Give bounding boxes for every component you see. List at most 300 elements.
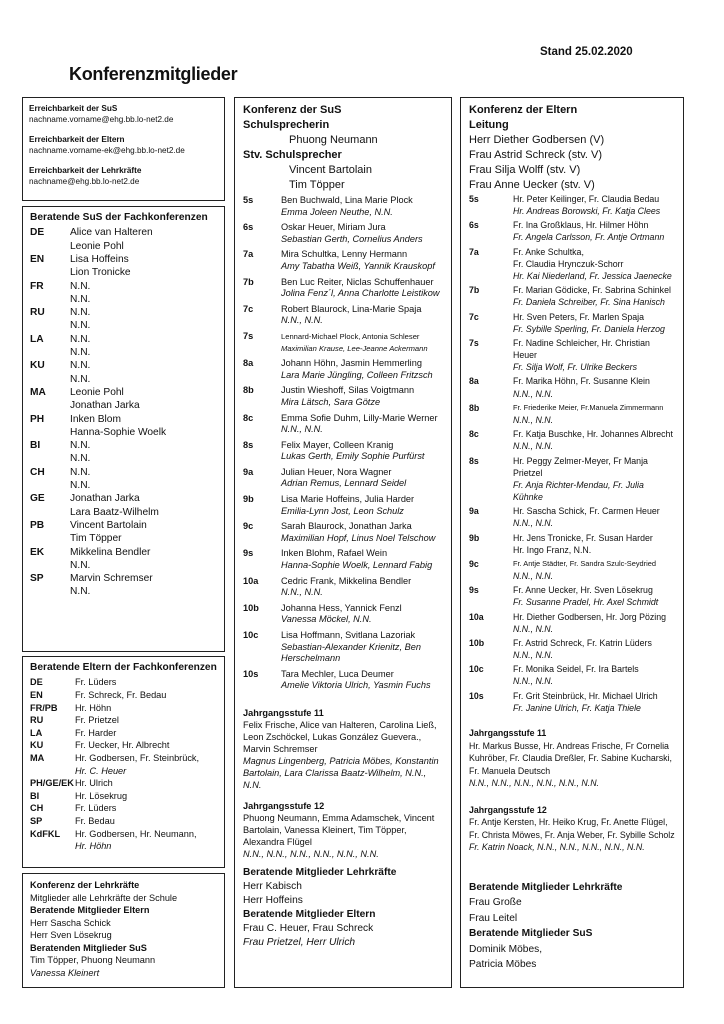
subject-label: MA [30, 386, 46, 398]
class-label: 7s [469, 337, 479, 348]
class-label: 7a [469, 246, 479, 257]
student-names: Johanna Hess, Yannick Fenzl [281, 602, 402, 613]
class-row [469, 584, 675, 596]
eltern-class-list [469, 193, 675, 716]
text-line: N.N., N.N., N.N., N.N., N.N., N.N. [243, 848, 379, 859]
text-line: Frau Große [469, 897, 522, 909]
subject-label: MA [30, 752, 45, 763]
parent-names: Fr. Nadine Schleicher, Hr. Christian Heuer [513, 337, 650, 361]
subject-row [30, 386, 217, 399]
subject-row [30, 828, 217, 841]
member-name: Jonathan Jarka [70, 400, 140, 412]
subject-row-second [30, 585, 217, 598]
student-names: Johann Höhn, Jasmin Hemmerling [281, 358, 422, 369]
class-label: 9c [469, 558, 479, 569]
subject-row [30, 413, 217, 426]
subject-label: CH [30, 803, 44, 814]
eltern-konferenz-box [460, 97, 684, 988]
text-line: Herr Kabisch [243, 880, 302, 892]
subject-label: DE [30, 227, 45, 239]
member-name: Fr. Uecker, Hr. Albrecht [75, 740, 170, 751]
member-name: Hr. Godbersen, Hr. Neumann, [75, 828, 197, 839]
subject-row-second: Hr. Höhn [75, 841, 112, 852]
member-name: Alice van Halteren [70, 227, 153, 239]
class-label: 10a [469, 611, 484, 622]
member-name: N.N. [70, 280, 91, 292]
member-name: N.N. [70, 293, 91, 305]
class-label: 8s [469, 455, 479, 466]
class-row [469, 690, 675, 702]
class-row [243, 467, 443, 479]
member-name: Inken Blom [70, 413, 121, 425]
class-row [243, 548, 443, 560]
class-row [243, 576, 443, 588]
class-row [243, 358, 443, 370]
deputy-names: N.N., N.N. [513, 518, 554, 529]
class-row [243, 249, 443, 261]
contact-value: nachname@ehg.bb.lo-net2.de [29, 177, 140, 186]
deputy-names: Mira Lätsch, Sara Götze [281, 396, 381, 407]
subsection-title: Jahrgangsstufe 12 [469, 804, 547, 815]
deputy-names: Fr. Angela Carlsson, Fr. Antje Ortmann [513, 232, 665, 243]
class-row [243, 630, 443, 642]
contact-box [22, 97, 225, 201]
parent-names: Fr. Marika Höhn, Fr. Susanne Klein [513, 376, 650, 387]
text-line: Mitglieder alle Lehrkräfte der Schule [30, 892, 178, 903]
member-name: N.N. [70, 480, 91, 492]
parent-names: Fr. Grit Steinbrück, Hr. Michael Ulrich [513, 690, 658, 701]
subject-row [30, 802, 217, 815]
class-label: 6s [469, 220, 479, 231]
text-line: Vanessa Kleinert [30, 967, 100, 978]
deputy-names: Emilia-Lynn Jost, Leon Schulz [281, 505, 404, 516]
student-names: Ben Luc Reiter, Niclas Schuffenhauer [281, 276, 434, 287]
deputy-names: Hr. Kai Niederland, Fr. Jessica Jaenecke [513, 270, 672, 281]
class-row [469, 558, 675, 570]
eltern-fachkonferenzen-box [22, 656, 225, 868]
text-line: Fr. Antje Kersten, Hr. Heiko Krug, Fr. Anette Flügel, [469, 817, 668, 828]
parent-names: Hr. Ingo Franz, N.N. [513, 544, 592, 555]
subject-row-second [30, 399, 217, 412]
member-name: N.N. [70, 360, 91, 372]
subject-label: PH [30, 413, 45, 425]
text-line: Frau C. Heuer, Frau Schreck [243, 922, 374, 934]
subject-row [30, 739, 217, 752]
class-row [243, 195, 443, 207]
deputy-names: Fr. Daniela Schreiber, Fr. Sina Hanisch [513, 297, 665, 308]
parent-names: Hr. Peggy Zelmer-Meyer, Fr Manja Prietzel [513, 455, 648, 478]
member-name: N.N. [70, 466, 91, 478]
subsection-title: Beratende Mitglieder Lehrkräfte [469, 881, 623, 893]
member-name: Hr. Godbersen, Fr. Steinbrück, [75, 752, 200, 763]
sus-fach-list [30, 226, 217, 598]
class-row [469, 532, 675, 544]
student-names: Robert Blaurock, Lina-Marie Spaja [281, 303, 422, 314]
parent-names: Hr. Sven Peters, Fr. Marlen Spaja [513, 311, 645, 322]
contact-label: Erreichbarkeit der SuS [29, 104, 118, 113]
subsection-title: Leitung [469, 119, 509, 131]
student-names: Cedric Frank, Mikkelina Bendler [281, 575, 412, 586]
class-label: 8s [243, 439, 254, 450]
subject-row [30, 546, 217, 559]
class-row [469, 663, 675, 675]
deputy-names: Fr. Anja Richter-Mendau, Fr. Julia Kühnke [513, 479, 644, 502]
class-label: 5s [243, 195, 254, 205]
class-row [469, 219, 675, 231]
deputy-names: N.N., N.N. [513, 441, 554, 452]
parent-names: Fr. Marian Gödicke, Fr. Sabrina Schinkel [513, 285, 671, 296]
subsection-title: Beratende Mitglieder Lehrkräfte [243, 866, 397, 878]
text-line: Phuong Neumann [289, 134, 378, 146]
subject-row-second [30, 506, 217, 519]
subject-label: RU [30, 307, 45, 319]
deputy-names: Herschelmann [281, 653, 341, 664]
subject-row [30, 333, 217, 346]
class-label: 7s [243, 330, 254, 341]
parent-names: Fr. Claudia Hrynczuk-Schorr [513, 258, 624, 269]
subsection-title: Jahrgangsstufe 11 [469, 728, 547, 739]
text-line: Tim Töpper, Phuong Neumann [30, 955, 156, 965]
member-name: N.N. [70, 440, 91, 452]
class-label: 8a [243, 358, 254, 369]
subject-label: KdFKL [30, 828, 61, 839]
member-name: Hr. Höhn [75, 702, 112, 713]
class-label: 7b [469, 285, 480, 296]
member-name: Fr. Lüders [75, 803, 117, 814]
text-line: Bartolain, Lara Clarissa Baatz-Wilhelm, N.N., N.N. [243, 767, 427, 790]
deputy-names: N.N., N.N. [281, 315, 323, 326]
class-label: 9a [243, 466, 254, 477]
parent-names: Hr. Jens Tronicke, Fr. Susan Harder [513, 532, 653, 543]
parent-names: Fr. Monika Seidel, Fr. Ira Bartels [513, 664, 639, 675]
subsection-title: Beratende Mitglieder Eltern [243, 908, 376, 920]
class-row [469, 611, 675, 623]
deputy-names: N.N., N.N. [513, 676, 554, 687]
member-name: Jonathan Jarka [70, 493, 140, 505]
text-line: Frau Leitel [469, 912, 518, 924]
class-row [243, 413, 443, 425]
parent-names: Fr. Astrid Schreck, Fr. Katrin Lüders [513, 638, 652, 648]
eltern-fach-list [30, 676, 217, 852]
class-row [243, 331, 443, 343]
contact-label: Erreichbarkeit der Eltern [29, 135, 125, 144]
text-line: Hr. Markus Busse, Hr. Andreas Frische, Fr Cornelia [469, 740, 669, 751]
subject-row [30, 306, 217, 319]
text-line: Kuhröber, Fr. Claudia Dreßler, Fr. Sabine Kucharski, [469, 753, 672, 764]
class-label: 9c [243, 521, 254, 532]
text-line: Magnus Lingenberg, Patricia Möbes, Konstantin [243, 755, 439, 766]
parent-names: Fr. Friederike Meier, Fr.Manuela Zimmermann [513, 402, 664, 412]
class-label: 9a [469, 506, 479, 517]
deputy-names: Hr. Andreas Borowski, Fr. Katja Clees [513, 206, 661, 217]
deputy-names: Hanna-Sophie Woelk, Lennard Fabig [281, 560, 433, 571]
subsection-title: Beratenden Mitglieder SuS [30, 942, 147, 953]
deputy-names: N.N., N.N. [513, 623, 554, 634]
subject-label: EK [30, 546, 45, 558]
subject-row [30, 676, 217, 689]
subject-row-second [30, 293, 217, 306]
subject-row [30, 714, 217, 727]
class-row [469, 455, 675, 479]
deputy-names: Maximilian Hopf, Linus Noel Telschow [281, 532, 436, 543]
parent-names: Fr. Anke Schultka, [513, 246, 584, 257]
text-line: Vincent Bartolain [289, 164, 372, 176]
class-label: 7b [243, 276, 254, 287]
leitung-member: Herr Diether Godbersen (V) [469, 134, 605, 146]
subject-row [30, 226, 217, 239]
deputy-names: N.N., N.N. [513, 414, 554, 425]
class-row [243, 669, 443, 681]
student-names: Felix Mayer, Colleen Kranig [281, 439, 394, 450]
class-label: 7c [469, 311, 479, 322]
text-line: Alexandra Flügel [243, 836, 312, 847]
text-line: Patricia Möbes [469, 959, 537, 971]
parent-names: Fr. Anne Uecker, Hr. Sven Lösekrug [513, 585, 653, 596]
deputy-names: Amy Tabatha Weiß, Yannik Krauskopf [281, 260, 435, 271]
class-row [469, 428, 675, 440]
subject-label: BI [30, 790, 40, 801]
parent-names: Hr. Diether Godbersen, Hr. Jorg Pözing [513, 611, 667, 622]
member-name: Fr. Schreck, Fr. Bedau [75, 690, 167, 700]
page-title: Konferenzmitglieder [69, 64, 238, 84]
class-label: 10b [243, 602, 259, 613]
deputy-names: Fr. Susanne Pradel, Hr. Axel Schmidt [513, 597, 659, 608]
student-names: Inken Blohm, Rafael Wein [281, 548, 388, 559]
deputy-names: N.N., N.N. [281, 587, 323, 598]
text-line: Tim Töpper [289, 179, 345, 191]
class-label: 10s [469, 690, 484, 701]
text-line: Fr. Manuela Deutsch [469, 765, 551, 776]
class-label: 8b [243, 385, 254, 396]
class-row [243, 304, 443, 316]
student-names: Ben Buchwald, Lina Marie Plock [281, 195, 413, 205]
subject-label: GE [30, 493, 45, 505]
class-row [243, 222, 443, 234]
parent-names: Hr. Sascha Schick, Fr. Carmen Heuer [513, 506, 660, 517]
subject-row-second: Hr. C. Heuer [75, 765, 127, 776]
subsection-title: Jahrgangsstufe 11 [243, 707, 324, 718]
subject-row [30, 519, 217, 532]
subject-row [30, 359, 217, 372]
student-names: Justin Wieshoff, Silas Voigtmann [281, 385, 415, 396]
student-names: Julian Heuer, Nora Wagner [281, 466, 392, 477]
text-line: N.N., N.N., N.N., N.N., N.N., N.N. [469, 778, 600, 789]
subject-row [30, 572, 217, 585]
class-row [469, 246, 675, 258]
subject-row-second [30, 346, 217, 359]
text-line: Bartolain, Vanessa Kleinert, Tim Töpper, [243, 824, 407, 835]
class-label: 6s [243, 222, 254, 233]
text-line: Frau Prietzel, Herr Ulrich [243, 936, 356, 948]
deputy-names: Fr. Sybille Sperling, Fr. Daniela Herzog [513, 323, 665, 334]
subject-label: CH [30, 466, 45, 478]
class-label: 10a [243, 575, 259, 586]
subject-row-second [30, 240, 217, 253]
subject-label: LA [30, 727, 43, 738]
text-line: Phuong Neumann, Emma Adamschek, Vincent [243, 812, 435, 823]
date-stamp: Stand 25.02.2020 [540, 46, 633, 58]
class-label: 9b [469, 532, 480, 543]
deputy-names: Fr. Silja Wolf, Fr. Ulrike Beckers [513, 362, 637, 373]
subject-label: SP [30, 815, 43, 826]
subject-label: EN [30, 690, 43, 700]
subject-row [30, 790, 217, 803]
subject-row-second [30, 532, 217, 545]
member-name: N.N. [70, 559, 91, 571]
member-name: N.N. [70, 333, 91, 345]
student-names: Lisa Marie Hoffeins, Julia Harder [281, 494, 415, 505]
student-names: Tara Mechler, Luca Deumer [281, 668, 394, 679]
member-name: Mikkelina Bendler [70, 546, 151, 558]
text-line: Felix Frische, Alice van Halteren, Carolina Ließ, [243, 719, 437, 730]
deputy-names: Emma Joleen Neuthe, N.N. [281, 206, 393, 217]
subsection-title: Jahrgangsstufe 12 [243, 800, 325, 811]
subject-row [30, 253, 217, 266]
member-name: Leonie Pohl [70, 386, 124, 398]
subject-row-second [30, 426, 217, 439]
subject-label: PB [30, 519, 45, 531]
class-label: 5s [469, 194, 479, 204]
student-names: Emma Sofie Duhm, Lilly-Marie Werner [281, 412, 438, 423]
class-row [243, 521, 443, 533]
member-name: Marvin Schremser [70, 573, 153, 585]
deputy-names: Maximilian Krause, Lee-Jeanne Ackermann [281, 343, 428, 353]
member-name: Vincent Bartolain [70, 519, 147, 531]
text-line: Marvin Schremser [243, 743, 318, 754]
leitung-list [469, 133, 675, 193]
text-line: Leon Zschöckel, Lukas González Guevera., [243, 731, 422, 742]
subject-row [30, 815, 217, 828]
section-title: Konferenz der SuS [243, 104, 342, 116]
class-label: 9s [243, 548, 254, 559]
subject-label: FR [30, 280, 44, 292]
deputy-names: Sebastian-Alexander Krienitz, Ben [281, 641, 421, 652]
deputy-names: Jolina Fenz´l, Anna Charlotte Leistikow [281, 288, 440, 299]
subsection-title: Schulsprecherin [243, 119, 330, 131]
text-line: Dominik Möbes, [469, 943, 543, 955]
class-row [243, 385, 443, 397]
subject-label: DE [30, 677, 43, 688]
text-line: Herr Sven Lösekrug [30, 930, 112, 940]
parent-names: Fr. Antje Städter, Fr. Sandra Szulc-Seydried [513, 558, 656, 568]
subject-row [30, 466, 217, 479]
text-line: Herr Sascha Schick [30, 917, 111, 928]
subsection-title: Stv. Schulsprecher [243, 149, 342, 161]
subject-row [30, 689, 217, 702]
class-row [243, 440, 443, 452]
subject-label: FR/PB [30, 702, 58, 713]
subject-label: KU [30, 740, 44, 751]
deputy-names: Lukas Gerth, Emily Sophie Purfürst [281, 451, 425, 462]
class-row [469, 284, 675, 296]
parent-names: Fr. Katja Buschke, Hr. Johannes Albrecht [513, 429, 673, 440]
student-names: Oskar Heuer, Miriam Jura [281, 222, 386, 233]
class-row [243, 494, 443, 506]
member-name: Hanna-Sophie Woelk [70, 426, 167, 438]
class-label: 10b [469, 638, 485, 648]
subject-label: KU [30, 360, 45, 372]
member-name: Lion Tronicke [70, 267, 131, 279]
member-name: Leonie Pohl [70, 240, 124, 252]
text-line: Fr. Christa Möwes, Fr. Anja Weber, Fr. Sybille Scholz [469, 829, 675, 840]
section-title: Konferenz der Eltern [469, 104, 578, 116]
member-name: N.N. [70, 307, 91, 319]
subject-row [30, 492, 217, 505]
deputy-names: N.N., N.N. [513, 388, 554, 399]
member-name: Hr. Ulrich [75, 778, 113, 789]
class-label: 10c [243, 630, 259, 640]
text-line: Fr. Katrin Noack, N.N., N.N., N.N., N.N., N.N. [469, 842, 645, 853]
deputy-names: Adrian Remus, Lennard Seidel [281, 478, 407, 489]
subject-row-second [30, 559, 217, 572]
class-label: 7c [243, 303, 254, 314]
deputy-names: Amelie Viktoria Ulrich, Yasmin Fuchs [281, 680, 431, 691]
subject-row-second [30, 266, 217, 279]
section-title: Konferenz der Lehrkräfte [30, 880, 140, 890]
subject-row [30, 777, 217, 790]
class-row [469, 637, 675, 649]
section-title: Beratende SuS der Fachkonferenzen [30, 212, 208, 223]
subject-row [30, 439, 217, 452]
contact-label: Erreichbarkeit der Lehrkräfte [29, 166, 142, 175]
class-label: 8c [469, 429, 479, 440]
sus-class-list [243, 195, 443, 696]
deputy-names: Fr. Janine Ulrich, Fr. Katja Thiele [513, 702, 641, 713]
member-name: N.N. [70, 347, 91, 359]
member-name: Fr. Bedau [75, 815, 115, 826]
subject-row [30, 280, 217, 293]
member-name: Lisa Hoffeins [70, 254, 129, 265]
class-label: 8c [243, 412, 254, 423]
lehrkraefte-box [22, 873, 225, 988]
contact-value: nachname.vorname-ek@ehg.bb.lo-net2.de [29, 146, 185, 155]
sus-konferenz-box [234, 97, 452, 988]
parent-names: Fr. Ina Großklaus, Hr. Hilmer Höhn [513, 220, 649, 231]
member-name: Lara Baatz-Wilhelm [70, 506, 159, 518]
subject-label: EN [30, 254, 45, 265]
subject-label: PH/GE/EK [30, 778, 74, 789]
subsection-title: Beratende Mitglieder Eltern [30, 905, 150, 915]
class-row [469, 337, 675, 361]
member-name: N.N. [70, 453, 91, 465]
sus-fachkonferenzen-box [22, 206, 225, 652]
class-row [469, 375, 675, 387]
class-row [243, 277, 443, 289]
member-name: N.N. [70, 320, 91, 332]
deputy-names: N.N., N.N. [513, 650, 554, 661]
student-names: Mira Schultka, Lenny Hermann [281, 249, 408, 260]
class-row [469, 193, 675, 205]
subject-row-second [30, 319, 217, 332]
class-label: 10c [469, 664, 484, 675]
class-label: 9b [243, 494, 254, 505]
member-name: N.N. [70, 373, 91, 385]
class-label: 10s [243, 668, 259, 679]
subject-row-second [30, 452, 217, 465]
subject-row [30, 702, 217, 715]
member-name: Fr. Harder [75, 727, 117, 738]
deputy-names: Sebastian Gerth, Cornelius Anders [281, 233, 423, 244]
member-name: Fr. Lüders [75, 677, 117, 688]
member-name: N.N. [70, 586, 91, 598]
class-label: 8b [469, 402, 480, 413]
member-name: Hr. Lösekrug [75, 790, 128, 801]
section-title: Beratende Eltern der Fachkonferenzen [30, 662, 217, 673]
contact-value: nachname.vorname@ehg.bb.lo-net2.de [29, 115, 174, 124]
class-row [469, 311, 675, 323]
class-label: 7a [243, 249, 254, 260]
leitung-member: Frau Silja Wolff (stv. V) [469, 164, 581, 176]
